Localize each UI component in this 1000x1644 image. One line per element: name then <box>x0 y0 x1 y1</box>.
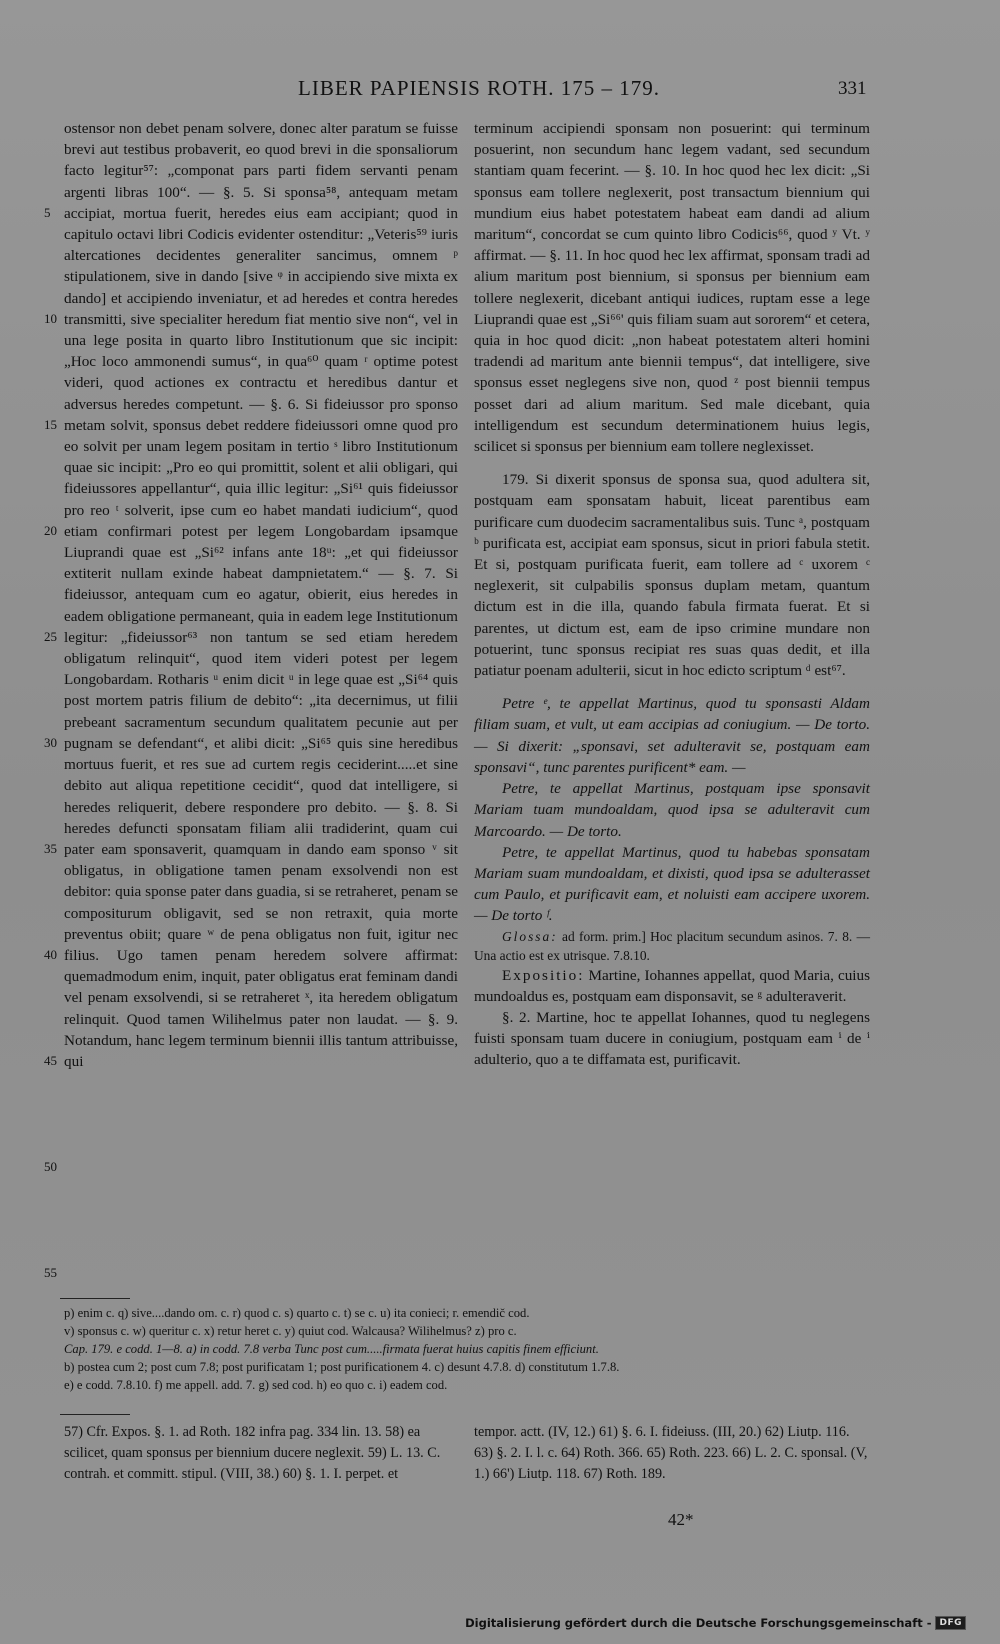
line-number: 25 <box>44 629 57 644</box>
glossa-note <box>474 927 870 965</box>
formula-paragraph: Petre, te appellat Martinus, postquam ipse sponsavit Mariam tuam mundoaldam, quod ipsa se adulteravit cum Marcoardo. — De torto. <box>474 780 870 840</box>
footnote-text: tempor. actt. (IV, 12.) 61) §. 6. I. fideiuss. (III, 20.) 62) Liutp. 116. 63) §. 2. I. l. c. 64) Roth. 366. 65) Roth. 223. 66) L. 2. C. sponsal. (V, 1.) 66') Liutp. 118. 67) Roth. 189. <box>474 1424 868 1482</box>
page-header <box>0 76 1000 106</box>
apparatus-line: v) sponsus c. w) queritur c. x) retur heret c. y) quiut cod. Walcausa? Wilihelmus? z) pro c. <box>64 1324 517 1338</box>
body-paragraph: terminum accipiendi sponsam non posuerint: qui terminum posuerint, non secundum hanc legem vadant, sed secundum stantiam quam fecerint. — §. 10. In hoc quod hec lex dicit: „Si sponsus eam tollere neglexerit, post transactum biennium qui mundium eius habet potestatem habeat eam dandi ad alium maritum“, concordat se cum quinto libro Codicis⁶⁶, quod ʸ Vt. ʸ affirmat. — §. 11. In hoc quod hec lex affirmat, sponsam tradi ad alium maritum post biennium, si sponsus per biennium eam tollere neglexerit, dicebant antiqui iudices, ruptam esse a lege Liuprandi quae est „Si⁶⁶' quis filiam suam aut sororem“ et cetera, quia in hoc quod dicit: „non habeat potestatem alteri homini tradendi ad maritum ante biennii tempus“, dat intelligere, sive sponsus esset neglegens sive non, quod ᶻ post biennii tempus posset dari ad alium maritum. Sed male dicebant, quia intelligendum est secundum determinationem huius legis, scilicet si sponsus per biennium eam tollere neglexisset. <box>474 120 870 456</box>
line-number: 30 <box>44 735 57 750</box>
running-title: LIBER PAPIENSIS ROTH. 175 – 179. <box>298 76 661 100</box>
line-number: 5 <box>44 205 51 220</box>
funding-note: Digitalisierung gefördert durch die Deutsche Forschungsgemeinschaft - <box>465 1616 932 1630</box>
left-text-column <box>64 118 458 1072</box>
paragraph-gap <box>474 457 870 469</box>
line-number: 20 <box>44 523 57 538</box>
line-number: 45 <box>44 1053 57 1068</box>
chapter-179-paragraph: 179. Si dixerit sponsus de sponsa sua, quod adultera sit, postquam eam sponsatam habuit, liceat parentibus eam purificare cum duodecim sacramentalibus suis. Tunc ᵃ, postquam ᵇ purificata est, accipiat eam sponsus, sicut in priori fabula stetit. Et si, postquam purificata fuerit, eam tollere ad ᶜ uxorem ᶜ neglexerit, sit culpabilis sponsus duplam metam, quantum dictum est in die illa, quando fabula firmata fuerat. Et si parentes, ut dictum est, eam de ipso crimine mundare non potuerint, tunc sponsus recipiat res suas quas dedit, et illa patiatur poenam adulterii, sicut in hoc edicto scriptum ᵈ est⁶⁷. <box>474 471 870 680</box>
expositio-label: Expositio: <box>502 966 585 984</box>
funding-footer <box>465 1616 966 1630</box>
footnote-divider <box>60 1414 130 1415</box>
line-number: 15 <box>44 417 57 432</box>
section-paragraph: §. 2. Martine, hoc te appellat Iohannes, quod tu neglegens fuisti sponsam tuam ducere in coniugium, postquam eam ⁱ de ⁱ adulterio, quo a te diffamata est, purificavit. <box>474 1008 870 1069</box>
formula-paragraph: Petre ᵉ, te appellat Martinus, quod tu sponsasti Aldam filiam suam, et vult, ut eam accipias ad coniugium. — De torto. — Si dixerit: „sponsavi, set adulteravit se, postquam eam sponsavi“, tunc parentes purificent* eam. — <box>474 695 870 776</box>
line-number: 55 <box>44 1265 57 1280</box>
apparatus-line: b) postea cum 2; post cum 7.8; post purificatam 1; post purificationem 4. c) desunt 4.7.8. d) constitutum 1.7.8. <box>64 1360 620 1374</box>
formula-paragraph: Petre, te appellat Martinus, quod tu habebas sponsatam Mariam suam mundoaldam, et dixisti, quod ipsa se adulterasset cum Paulo, et purificavit eam, et noluisti eam accipere uxorem. — De torto ᶠ. <box>474 843 870 925</box>
body-paragraph: ostensor non debet penam solvere, donec alter paratum se fuisse brevi aut testibus probaverit, eo quod brevi in die sponsaliorum facto legitur⁵⁷: „componat pars parti fidem servanti penam argenti libras 100“. — §. 5. Si sponsa⁵⁸, antequam metam accipiat, mortua fuerit, heredes eius eam accipiant; quod in capitulo octavi libri Codicis evidenter ostenditur: „Veteris⁵⁹ iuris altercationes decidentes generaliter sancimus, omnem ᵖ stipulationem, sive in dando [sive ᵠ in accipiendo sive mixta ex dando] et accipiendo inveniatur, et ad heredes et contra heredes transmitti, sive specialiter heredum fiat mentio sive non“, vel in una lege posita in quarto libro Institutionum que sic incipit: „Hoc loco ammonendi sumus“, in qua⁶⁰ quam ʳ optime potest videri, quod actiones ex contractu et heredibus dantur et adversus heredes competunt. — §. 6. Si fideiussor pro sponso metam solvit, sponsus debet reddere fideiussori omne quod pro eo solvit per unam legem positam in tertio ˢ libro Institutionum quae sic incipit: „Pro eo qui promittit, solent et alii obligari, qui fideiussores appellantur“, quia illic legitur: „Si⁶¹ quis fideiussor pro reo ᵗ solverit, ipse cum eo habet mandati iudicium“, quod etiam confirmari potest per legem Longobardam ipsamque Liuprandi quae est „Si⁶² infans ante 18ᵘ: „et qui fideiussor extiterit nullam exinde habeat dampnietatem.“ — §. 7. Si fideiussor, antequam cum eo agatur, obierit, eius heredes in eadem obligatione permaneant, quia in eadem lege Institutionum legitur: „fideiussor⁶³ non tantum se sed etiam heredem obligatum relinquit“, quod item videri potest per legem Longobardam. Rotharis ᵘ enim dicit ᵘ in lege quae est „Si⁶⁴ quis post mortem patris filium de debito“: „ita decernimus, ut filii prebeant sacramentum secundum qualitatem pecunie aut per pugnam se defendant“, et alibi dicit: „Si⁶⁵ quis sine heredibus mortuus fuerit, et res sue ad curtem regis ceciderint.....et sine debito aut aliqua repetitione cecidit“, quod dat intelligere, si heredes reliquerit, debere respondere pro debito. — §. 8. Si heredes defuncti sponsatam filiam alii tradiderint, quam cui pater eam sponsaverit, quamquam in dando eam sponso ᵛ sit obligatus, in obligatione tamen penam exsolvendi non est debitor: quia sponse pater dans guadia, si se retraheret, penam se compositurum obligavit, sed se non retraxit, quia morte preventus obiit; quare ʷ de pena obligatus non fuit, igitur nec filius. Ugo tamen penam heredem solvere affirmat: quemadmodum enim, inquit, pater obligatus erat feminam dandi vel penam exsolvendi, si se retraheret ˣ, ita heredem obligatum relinquit. Quod tamen Wilihelmus pater non laudat. — §. 9. Notandum, hanc legem terminum biennii illis tantum attribuisse, qui <box>64 120 458 1070</box>
expositio-paragraph <box>474 965 870 1007</box>
footnotes-left <box>64 1422 458 1485</box>
glossa-text: ad form. prim.] Hoc placitum secundum asinos. 7. 8. — Una actio est ex utrisque. 7.8.10. <box>474 928 870 963</box>
line-number: 50 <box>44 1159 57 1174</box>
apparatus-line: e) e codd. 7.8.10. f) me appell. add. 7. g) sed cod. h) eo quo c. i) eadem cod. <box>64 1378 448 1392</box>
dfg-logo: DFG <box>935 1616 966 1630</box>
apparatus-line: p) enim c. q) sive....dando om. c. r) quod c. s) quarto c. t) se c. u) ita conieci; r. emendič cod. <box>64 1306 530 1320</box>
apparatus-line: Cap. 179. e codd. 1—8. a) in codd. 7.8 verba Tunc post cum.....firmata fuerat huius capitis finem efficiunt. <box>64 1342 599 1356</box>
line-number: 35 <box>44 841 57 856</box>
line-number: 10 <box>44 311 57 326</box>
signature-mark: 42* <box>668 1510 694 1529</box>
footnotes-right <box>474 1422 870 1485</box>
line-number: 40 <box>44 947 57 962</box>
paragraph-gap <box>474 681 870 693</box>
footnote-text: 57) Cfr. Expos. §. 1. ad Roth. 182 infra pag. 334 lin. 13. 58) ea scilicet, quam sponsus per biennium ducere neglexit. 59) L. 13. C. contrah. et committ. stipul. (VIII, 38.) 60) §. 1. I. perpet. et <box>64 1424 441 1482</box>
right-text-column <box>474 118 870 1071</box>
glossa-label: Glossa: <box>502 928 558 944</box>
apparatus-divider <box>60 1298 130 1299</box>
page-number: 331 <box>838 78 867 99</box>
expositio-text: Martine, Iohannes appellat, quod Maria, cuius mundoaldus es, postquam eam disponsavit, se ᵍ adulteraverit. <box>474 966 871 1005</box>
critical-apparatus <box>64 1304 874 1394</box>
